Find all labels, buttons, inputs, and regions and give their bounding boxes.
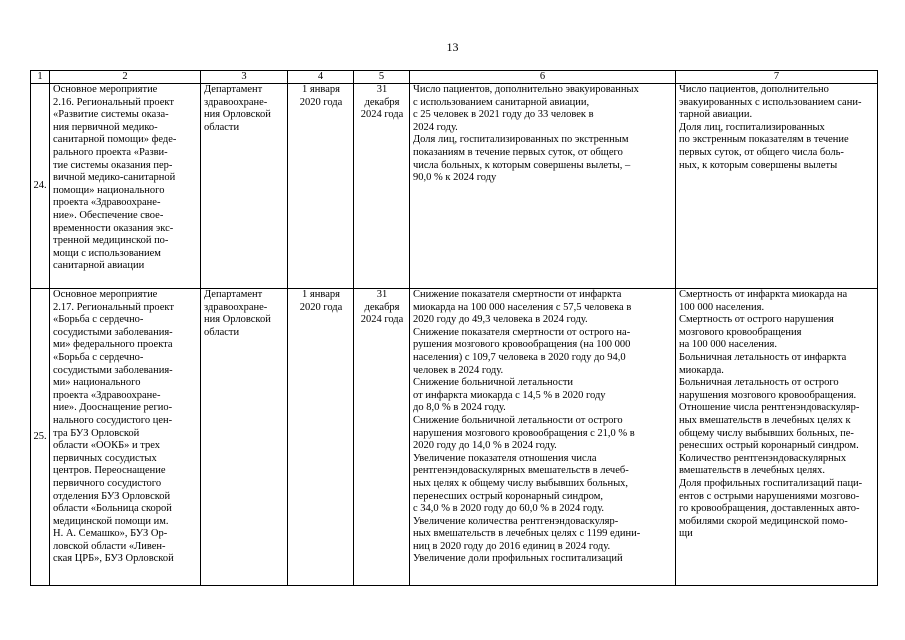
result-line: рушения мозгового кровообращения (на 100 000 [413, 339, 631, 351]
end-date-line: 2024 года [360, 109, 404, 121]
indicator-line: ных вмешательств в лечебных целях к [679, 414, 851, 426]
header-cell: 1 [31, 71, 50, 84]
indicator-line: Смертность от острого нарушения [679, 314, 834, 326]
event-line: санитарной помощи» феде- [53, 134, 177, 146]
event-line: ние». Обеспечение свое- [53, 209, 164, 221]
end-date-line: 2024 года [360, 314, 404, 326]
events-table [30, 70, 878, 586]
result-line: 2020 году до 49,3 человека в 2024 году. [413, 314, 588, 326]
result-line: населения) с 109,7 человека в 2020 году до 94,0 [413, 351, 626, 363]
start-date-cell [288, 289, 354, 586]
indicator-line: ренесших острый коронарный синдром. [679, 440, 859, 452]
event-line: сосудистыми заболевания- [53, 326, 173, 338]
indicator-line: 100 000 населения. [679, 301, 765, 313]
event-line: нального сосудистого цен- [53, 414, 173, 426]
event-line: тренной медицинской по- [53, 235, 169, 247]
event-line: медицинской помощи им. [53, 515, 169, 527]
table-row [31, 289, 878, 586]
indicator-line: мозгового кровообращения [679, 326, 802, 338]
start-date-line: 2020 года [299, 96, 343, 108]
event-line: мощи с использованием [53, 247, 161, 259]
event-line: «Борьба с сердечно- [53, 351, 144, 363]
event-line: области «Больница скорой [53, 503, 172, 515]
executor-line: здравоохране- [204, 301, 268, 313]
event-line: тие системы оказания пер- [53, 159, 173, 171]
result-line: от инфаркта миокарда с 14,5 % в 2020 году [413, 389, 606, 401]
result-line: 2020 году до 14,0 % в 2024 году. [413, 440, 557, 452]
header-cell: 4 [288, 71, 354, 84]
event-line: проекта «Здравоохране- [53, 197, 161, 209]
indicator-line: Доля лиц, госпитализированных [679, 121, 825, 133]
result-line: 90,0 % к 2024 году [413, 172, 497, 184]
event-line: 2.16. Региональный проект [53, 96, 174, 108]
result-cell [410, 289, 676, 586]
result-line: числа больных, к которым совершены вылеты, – [413, 159, 631, 171]
executor-cell [201, 289, 288, 586]
indicator-line: мобилями скорой медицинской помо- [679, 515, 848, 527]
result-line: перенесших острый коронарный синдром, [413, 490, 603, 502]
indicator-line: ентов с острыми нарушениями мозгово- [679, 490, 860, 502]
indicator-line: первых суток, от общего числа боль- [679, 146, 844, 158]
event-line: проекта «Здравоохране- [53, 389, 161, 401]
result-line: с использованием санитарной авиации, [413, 96, 590, 108]
indicator-line: ных, к которым совершены вылеты [679, 159, 838, 171]
event-line: временности оказания экс- [53, 222, 174, 234]
header-row [31, 71, 878, 84]
result-cell [410, 84, 676, 289]
table-row [31, 84, 878, 289]
event-line: отделения БУЗ Орловской [53, 490, 171, 502]
event-line: 2.17. Региональный проект [53, 301, 174, 313]
start-date-line: 1 января [302, 84, 340, 95]
result-line: рентгенэндоваскулярных вмешательств в лечеб- [413, 465, 629, 477]
header-cell: 7 [676, 71, 878, 84]
event-line: ния первичной медико- [53, 121, 158, 133]
executor-cell [201, 84, 288, 289]
executor-line: области [204, 326, 240, 338]
indicator-line: по экстренным показателям в течение [679, 134, 849, 146]
indicators-cell [676, 289, 878, 586]
result-line: миокарда на 100 000 населения с 57,5 человека в [413, 301, 632, 313]
indicator-line: миокарда. [679, 364, 724, 376]
indicator-line: тарной авиации. [679, 109, 753, 121]
indicator-line: щи [679, 528, 693, 540]
result-line: Снижение показателя смертности от инфаркта [413, 289, 622, 300]
event-line: первичного сосудистого [53, 477, 162, 489]
indicator-line: Количество рентгенэндоваскулярных [679, 452, 847, 464]
indicator-line: Смертность от инфаркта миокарда на [679, 289, 848, 300]
result-line: с 25 человек в 2021 году до 33 человек в [413, 109, 594, 121]
indicator-line: эвакуированных с использованием сани- [679, 96, 862, 108]
end-date-line: декабря [364, 96, 400, 108]
event-line: первичных сосудистых [53, 452, 157, 464]
result-line: Увеличение количества рентгенэндоваскуляр- [413, 515, 619, 527]
result-line: 2024 году. [413, 121, 458, 133]
header-cell: 2 [50, 71, 201, 84]
indicator-line: Доля профильных госпитализаций паци- [679, 477, 863, 489]
start-date-line: 2020 года [299, 301, 343, 313]
event-line: Н. А. Семашко», БУЗ Ор- [53, 528, 168, 540]
event-line: Основное мероприятие [53, 84, 158, 95]
start-date-line: 1 января [302, 289, 340, 300]
page-number: 13 [446, 40, 459, 54]
result-line: до 8,0 % в 2024 году. [413, 402, 506, 414]
result-line: Увеличение доли профильных госпитализаций [413, 553, 623, 565]
event-line: «Развитие системы оказа- [53, 109, 169, 121]
event-line: центров. Переоснащение [53, 465, 166, 477]
row-number: 24. [31, 84, 50, 289]
result-line: ниц в 2020 году до 2016 единиц в 2024 году. [413, 540, 611, 552]
executor-line: Департамент [204, 289, 263, 300]
end-date-cell [354, 289, 410, 586]
executor-line: ния Орловской [204, 109, 271, 121]
event-line: ская ЦРБ», БУЗ Орловской [53, 553, 174, 565]
indicator-line: общему числу выбывших больных, пе- [679, 427, 854, 439]
indicator-line: Число пациентов, дополнительно [679, 84, 829, 95]
event-cell [50, 84, 201, 289]
executor-line: Департамент [204, 84, 263, 95]
result-line: Снижение больничной летальности от острого [413, 414, 623, 426]
result-line: Снижение больничной летальности [413, 377, 574, 389]
event-line: сосудистыми заболевания- [53, 364, 173, 376]
indicator-line: на 100 000 населения. [679, 339, 777, 351]
indicator-line: Больничная летальность от инфаркта [679, 351, 847, 363]
result-line: человек в 2024 году. [413, 364, 504, 376]
result-line: Увеличение показателя отношения числа [413, 452, 597, 464]
event-line: ми» федерального проекта [53, 339, 173, 351]
end-date-line: декабря [364, 301, 400, 313]
header-cell: 6 [410, 71, 676, 84]
event-line: ловской области «Ливен- [53, 540, 166, 552]
indicator-line: го кровообращения, доставленных авто- [679, 503, 860, 515]
executor-line: ния Орловской [204, 314, 271, 326]
header-cell: 3 [201, 71, 288, 84]
result-line: ных вмешательств в лечебных целях с 1199 едини- [413, 528, 641, 540]
header-cell: 5 [354, 71, 410, 84]
event-line: ние». Дооснащение регио- [53, 402, 173, 414]
executor-line: здравоохране- [204, 96, 268, 108]
result-line: с 34,0 % в 2020 году до 60,0 % в 2024 году. [413, 503, 605, 515]
event-line: помощи» национального [53, 184, 165, 196]
event-line: санитарной авиации [53, 260, 145, 272]
event-line: области «ООКБ» и трех [53, 440, 161, 452]
indicator-line: вмешательств в лечебных целях. [679, 465, 825, 477]
end-date-line: 31 [376, 84, 388, 95]
result-line: показаниям в течение первых суток, от общего [413, 146, 623, 158]
event-line: ми» национального [53, 377, 141, 389]
event-line: тра БУЗ Орловской [53, 427, 140, 439]
event-line: Основное мероприятие [53, 289, 158, 300]
result-line: Снижение показателя смертности от острого на- [413, 326, 631, 338]
end-date-line: 31 [376, 289, 388, 300]
result-line: Число пациентов, дополнительно эвакуированных [413, 84, 639, 95]
indicator-line: нарушения мозгового кровообращения. [679, 389, 857, 401]
result-line: ных целях к общему числу выбывших больных, [413, 477, 629, 489]
executor-line: области [204, 121, 240, 133]
event-cell [50, 289, 201, 586]
result-line: нарушения мозгового кровообращения с 21,0 % в [413, 427, 635, 439]
row-number: 25. [31, 289, 50, 586]
end-date-cell [354, 84, 410, 289]
start-date-cell [288, 84, 354, 289]
event-line: рального проекта «Разви- [53, 146, 168, 158]
indicator-line: Больничная летальность от острого [679, 377, 839, 389]
result-line: Доля лиц, госпитализированных по экстренным [413, 134, 629, 146]
indicators-cell [676, 84, 878, 289]
indicator-line: Отношение числа рентгенэндоваскуляр- [679, 402, 860, 414]
event-line: вичной медико-санитарной [53, 172, 176, 184]
event-line: «Борьба с сердечно- [53, 314, 144, 326]
